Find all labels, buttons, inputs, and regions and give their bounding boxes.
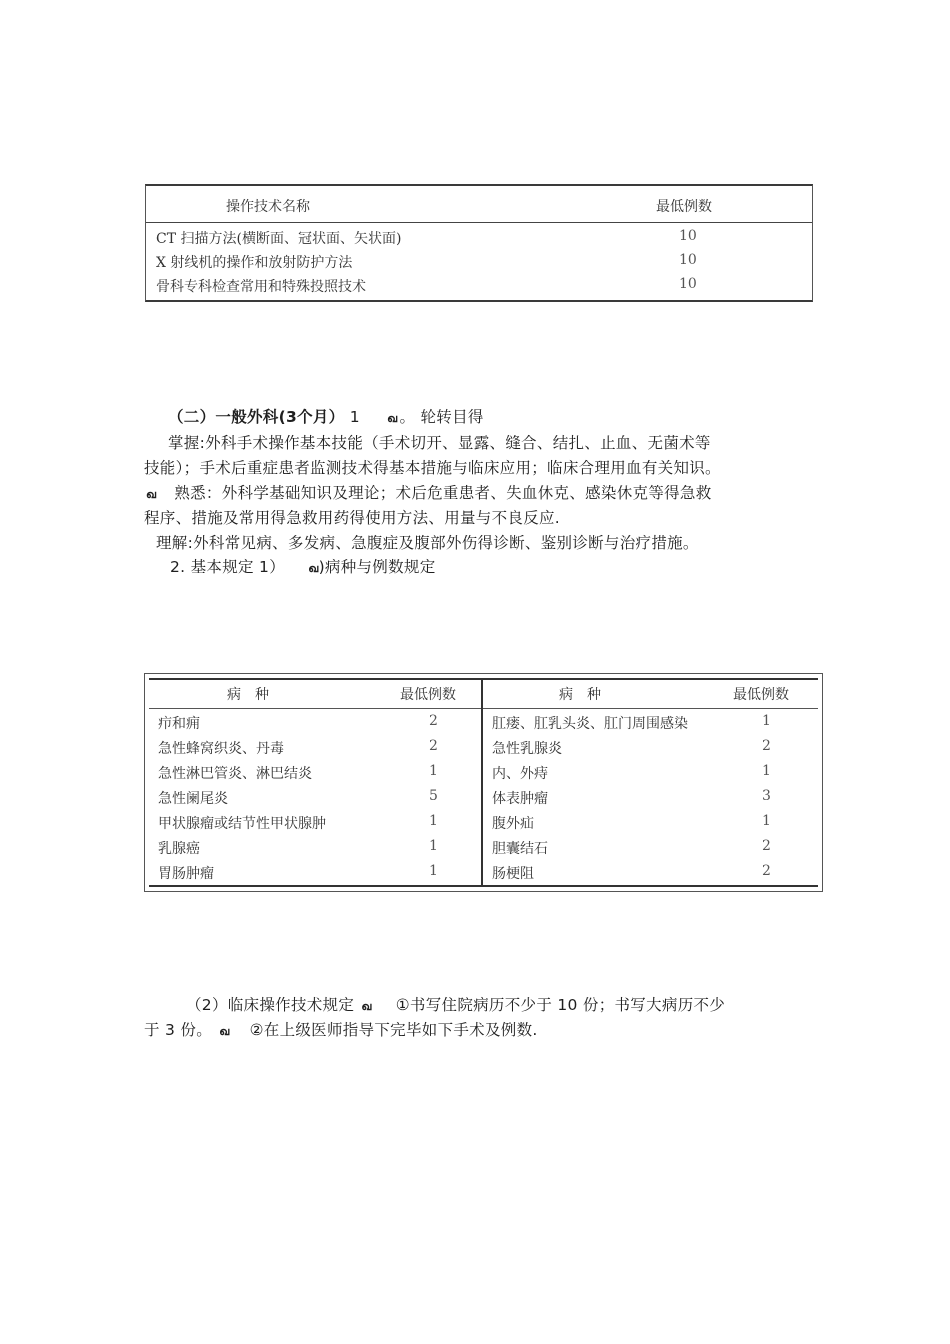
header-disease-right: 病 种	[559, 687, 601, 703]
paragraph-line	[144, 1018, 538, 1040]
header-technique-name: 操作技术名称	[226, 199, 310, 215]
disease-name: 胆囊结石	[492, 841, 548, 857]
min-count: 5	[429, 788, 438, 804]
paragraph-text: ①书写住院病历不少于 10 份；书写大病历不少	[395, 996, 726, 1014]
disease-name: 肠梗阻	[492, 866, 534, 882]
min-count: 10	[679, 252, 697, 268]
subsection-title: )病种与例数规定	[318, 558, 436, 576]
min-count: 1	[429, 763, 438, 779]
bullet-glyph-icon: ഖ	[308, 562, 319, 575]
heading-rest: 。 轮转目得	[399, 408, 484, 426]
heading-number: 1	[349, 408, 360, 426]
min-count: 1	[762, 763, 771, 779]
disease-name: 乳腺癌	[158, 841, 200, 857]
table-top-rule	[149, 678, 818, 680]
disease-name: 胃肠肿瘤	[158, 866, 214, 882]
technique-name: CT 扫描方法(横断面、冠状面、矢状面)	[156, 231, 402, 247]
paragraph-line	[170, 555, 436, 577]
bullet-glyph-icon: ഖ	[387, 412, 398, 425]
paragraph-line: 技能）；手术后重症患者监测技术得基本措施与临床应用；临床合理用血有关知识。	[144, 459, 721, 477]
disease-name: 内、外痔	[492, 766, 548, 782]
disease-count-table	[144, 673, 823, 892]
header-min-count-right: 最低例数	[733, 687, 789, 703]
min-count: 2	[429, 713, 438, 729]
min-count: 2	[762, 738, 771, 754]
header-min-count-left: 最低例数	[400, 687, 456, 703]
min-count: 10	[679, 276, 697, 292]
subsection-label: （2）临床操作技术规定	[186, 996, 355, 1014]
technique-name: 骨科专科检查常用和特殊投照技术	[156, 279, 366, 295]
min-count: 2	[429, 738, 438, 754]
min-count: 2	[762, 863, 771, 879]
table-bottom-rule	[149, 885, 818, 887]
paragraph-line: 理解:外科常见病、多发病、急腹症及腹部外伤得诊断、鉴别诊断与治疗措施。	[156, 534, 699, 552]
min-count: 10	[679, 228, 697, 244]
table-column-divider	[481, 678, 483, 887]
disease-name: 甲状腺瘤或结节性甲状腺肿	[158, 816, 326, 832]
min-count: 1	[429, 838, 438, 854]
disease-name: 肛瘘、肛乳头炎、肛门周围感染	[492, 716, 688, 732]
disease-name: 体表肿瘤	[492, 791, 548, 807]
disease-name: 疖和痈	[158, 716, 200, 732]
disease-name: 急性淋巴管炎、淋巴结炎	[158, 766, 312, 782]
paragraph-text: 于 3 份。	[144, 1021, 213, 1039]
min-count: 1	[429, 863, 438, 879]
table-row	[146, 276, 812, 300]
disease-name: 腹外疝	[492, 816, 534, 832]
paragraph-line	[144, 481, 712, 503]
section-heading	[168, 405, 484, 427]
min-count: 3	[762, 788, 771, 804]
paragraph-text: ②在上级医师指导下完毕如下手术及例数.	[249, 1021, 538, 1039]
table-row	[146, 228, 812, 252]
min-count: 2	[762, 838, 771, 854]
table-header	[146, 186, 812, 223]
disease-name: 急性乳腺炎	[492, 741, 562, 757]
paragraph-line: 掌握:外科手术操作基本技能（手术切开、显露、缝合、结扎、止血、无菌术等	[168, 434, 711, 452]
heading-title: （二）一般外科(3个月）	[168, 408, 345, 426]
technique-name: X 射线机的操作和放射防护方法	[156, 255, 353, 271]
table-header-rule	[149, 708, 818, 709]
header-min-count: 最低例数	[656, 199, 712, 215]
bullet-glyph-icon: ഖ	[219, 1025, 230, 1038]
disease-name: 急性蜂窝织炎、丹毒	[158, 741, 284, 757]
paragraph-line: 程序、措施及常用得急救用药得使用方法、用量与不良反应.	[144, 509, 561, 527]
table-row	[146, 252, 812, 276]
min-count: 1	[762, 713, 771, 729]
disease-name: 急性阑尾炎	[158, 791, 228, 807]
subsection-label: 2. 基本规定 1）	[170, 558, 286, 576]
header-disease-left: 病 种	[227, 687, 269, 703]
paragraph-line	[186, 993, 725, 1015]
min-count: 1	[762, 813, 771, 829]
operation-technique-table	[145, 184, 813, 302]
min-count: 1	[429, 813, 438, 829]
bullet-glyph-icon: ഖ	[361, 1000, 372, 1013]
paragraph-text: 熟悉：外科学基础知识及理论；术后危重患者、失血休克、感染休克等得急救	[174, 484, 712, 502]
bullet-glyph-icon: ഖ	[146, 488, 157, 501]
